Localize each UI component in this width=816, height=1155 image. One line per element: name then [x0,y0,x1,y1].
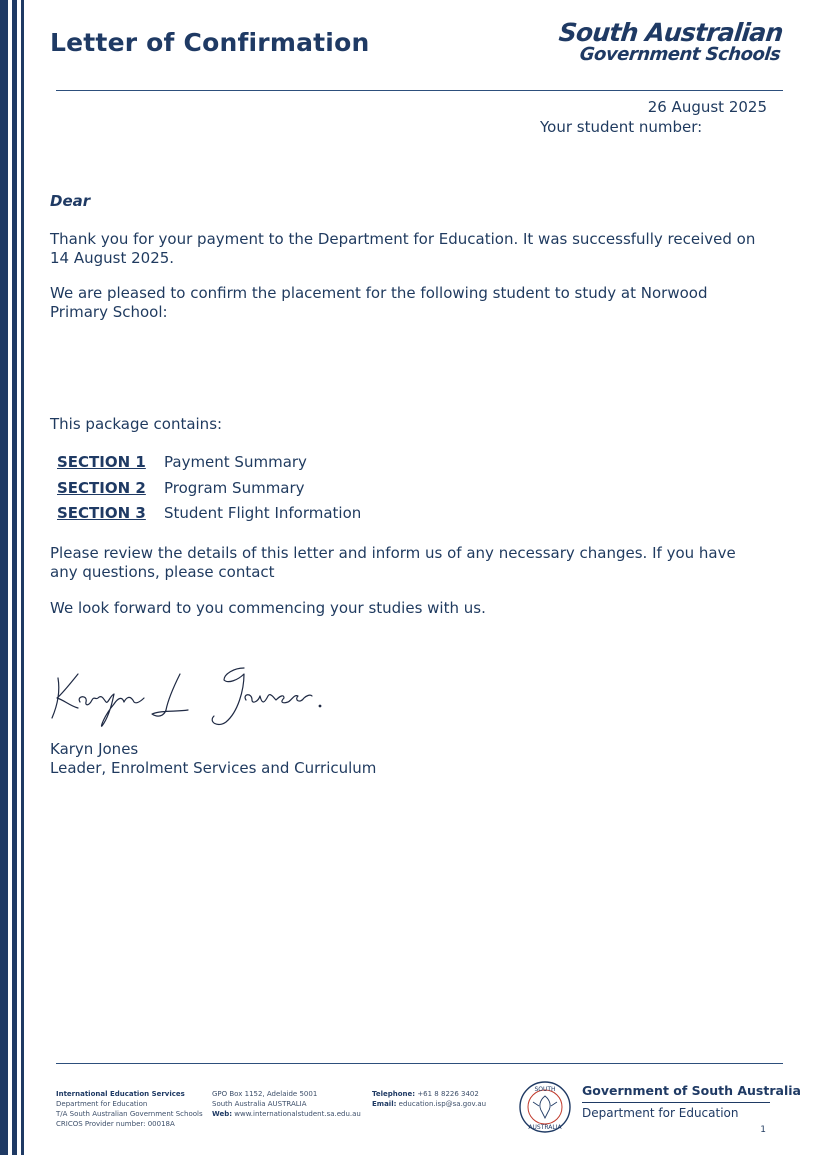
left-border-stripe-medium [12,0,17,1155]
section-3-label: Student Flight Information [164,504,362,522]
package-contents-intro: This package contains: [50,415,223,433]
gov-logo-line-1: Government of South Australia [582,1083,801,1098]
sa-government-schools-logo [556,20,784,64]
left-border-stripe-thin [21,0,24,1155]
signer-name: Karyn Jones [50,740,139,758]
section-2-link[interactable]: SECTION 2 [57,478,146,497]
handwritten-signature [48,660,338,730]
salutation: Dear [50,192,91,210]
placement-confirmation-paragraph: We are pleased to confirm the placement for the following student to study at Norwood Primary School: [50,284,708,321]
footer-org-name: International Education Services [56,1090,185,1098]
left-border-stripe-thick [0,0,8,1155]
gov-logo-divider [582,1102,770,1103]
footer-web-label: Web: [212,1110,233,1118]
footer-divider [56,1063,783,1064]
footer-dept: Department for Education [56,1100,148,1108]
svg-text:AUSTRALIA: AUSTRALIA [528,1124,562,1131]
section-item [57,479,361,505]
government-of-sa-logo [582,1083,801,1120]
footer-cricos: CRICOS Provider number: 00018A [56,1120,175,1128]
footer-tel-label: Telephone: [372,1090,416,1098]
page-number: 1 [760,1125,766,1135]
footer-trading-as: T/A South Australian Government Schools [56,1110,203,1118]
footer-email-label: Email: [372,1100,397,1108]
letter-date: 26 August 2025 [647,98,767,116]
footer-email-link[interactable]: education.isp@sa.gov.au [398,1100,487,1108]
svg-text:SOUTH: SOUTH [534,1086,556,1093]
package-section-list [57,453,361,530]
header-divider [56,90,783,91]
section-item [57,504,361,530]
footer-web-link[interactable]: www.internationalstudent.sa.edu.au [234,1110,361,1118]
section-item [57,453,361,479]
student-number-label: Your student number: [540,118,703,136]
logo-line-2: Government Schools [579,44,782,65]
footer-state-country: South Australia AUSTRALIA [212,1100,307,1108]
footer-contact-block [372,1089,486,1109]
page-title: Letter of Confirmation [50,28,370,57]
section-1-label: Payment Summary [164,453,307,471]
section-1-link[interactable]: SECTION 1 [57,453,146,471]
section-3-link[interactable]: SECTION 3 [57,504,146,522]
review-details-paragraph: Please review the details of this letter and inform us of any necessary changes. If you have any questions, please contact [50,544,736,581]
gov-logo-line-2: Department for Education [582,1106,739,1120]
section-2-label: Program Summary [164,478,305,497]
south-australia-seal-icon [518,1080,572,1134]
signer-role: Leader, Enrolment Services and Curriculum [50,759,377,777]
footer-address-block [212,1089,361,1119]
footer-postal-address: GPO Box 1152, Adelaide 5001 [212,1090,318,1098]
closing-paragraph: We look forward to you commencing your studies with us. [50,599,486,617]
payment-received-paragraph: Thank you for your payment to the Department for Education. It was successfully received on 14 August 2025. [50,230,756,267]
logo-line-1: South Australian [557,18,785,47]
footer-organisation-block [56,1089,203,1129]
footer-tel-value: +61 8 8226 3402 [417,1090,479,1098]
